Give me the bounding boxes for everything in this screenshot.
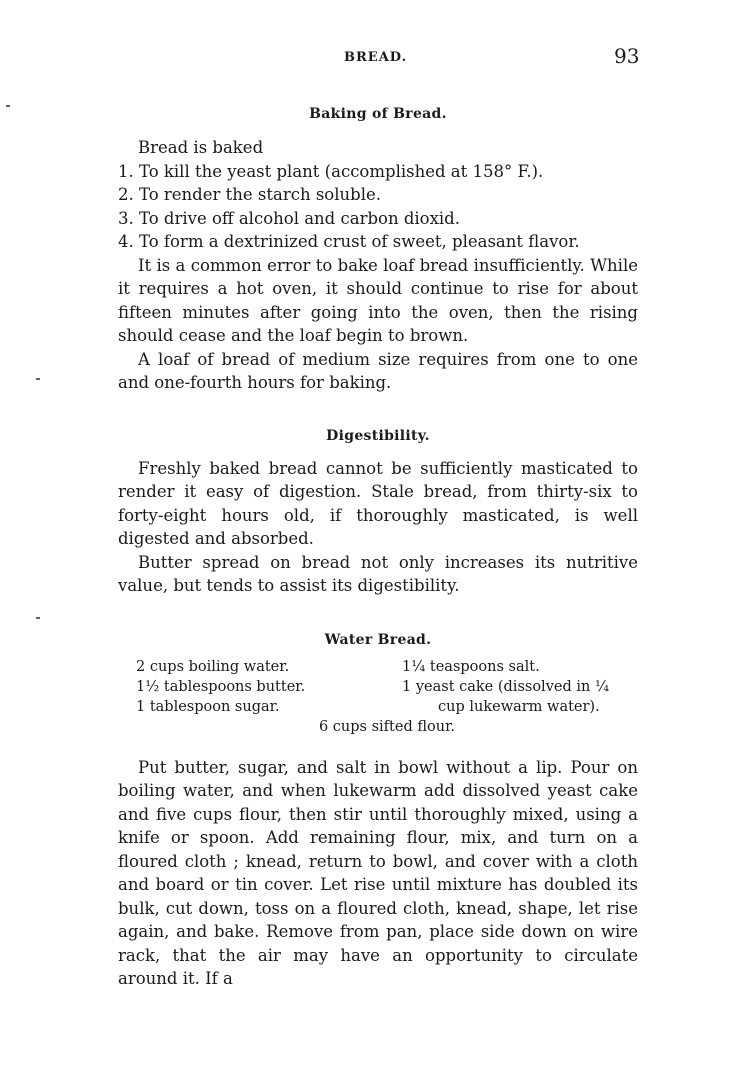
page-content: [118, 104, 638, 991]
section-heading-digestibility: Digestibility.: [326, 427, 430, 444]
margin-mark: [36, 378, 40, 380]
method-paragraph: Put butter, sugar, and salt in bowl without a lip. Pour on boiling water, and when lukewarm add dissolved yeast cake and five cups flour, then stir until thoroughly mixed, using a knife or spoon. Add remaining flour, mix, and turn on a floured cloth ; knead, return to bowl, and cover with a cloth and board or tin cover. Let rise until mixture has doubled its bulk, cut down, toss on a floured cloth, knead, shape, let rise again, and bake. Remove from pan, place side down on wire rack, that the air may have an opportunity to circulate around it. If a: [118, 757, 638, 988]
running-title: BREAD.: [344, 50, 408, 65]
ingredient: 1 yeast cake (dissolved in ¼: [402, 678, 610, 695]
ingredient: cup lukewarm water).: [438, 698, 600, 715]
ingredient: 1 tablespoon sugar.: [136, 698, 280, 715]
intro-text: Bread is baked: [138, 138, 264, 157]
section-heading-baking: Baking of Bread.: [309, 106, 447, 122]
paragraph: A loaf of bread of medium size requires from one to one and one-fourth hours for baking.: [118, 349, 638, 392]
margin-mark: [36, 617, 40, 619]
margin-mark: [6, 105, 10, 107]
list-item: 1. To kill the yeast plant (accomplished at 158° F.).: [118, 161, 544, 181]
paragraph: It is a common error to bake loaf bread insufficiently. While it requires a hot oven, it should continue to rise for about fifteen minutes after going into the oven, then the rising should cease and the loaf begin to brown.: [118, 255, 638, 345]
purpose-list: [118, 160, 638, 254]
ingredients-list: [118, 657, 638, 737]
page-number: 93: [614, 44, 640, 68]
section-heading-water-bread: Water Bread.: [324, 631, 432, 648]
ingredient: 2 cups boiling water.: [136, 658, 290, 675]
ingredient: 6 cups sifted flour.: [318, 718, 456, 735]
ingredient: 1½ tablespoons butter.: [136, 678, 306, 695]
list-item: 3. To drive off alcohol and carbon dioxid.: [118, 208, 460, 228]
paragraph: Freshly baked bread cannot be sufficiently masticated to render it easy of digestion. Stale bread, from thirty-six to forty-eight hours old, if thoroughly masticated, is well digested and absorbed.: [118, 458, 638, 548]
paragraph: Butter spread on bread not only increases its nutritive value, but tends to assist its digestibility.: [118, 552, 638, 595]
list-item: 4. To form a dextrinized crust of sweet, pleasant flavor.: [118, 232, 580, 251]
ingredient: 1¼ teaspoons salt.: [402, 658, 540, 675]
list-item: 2. To render the starch soluble.: [118, 185, 381, 204]
